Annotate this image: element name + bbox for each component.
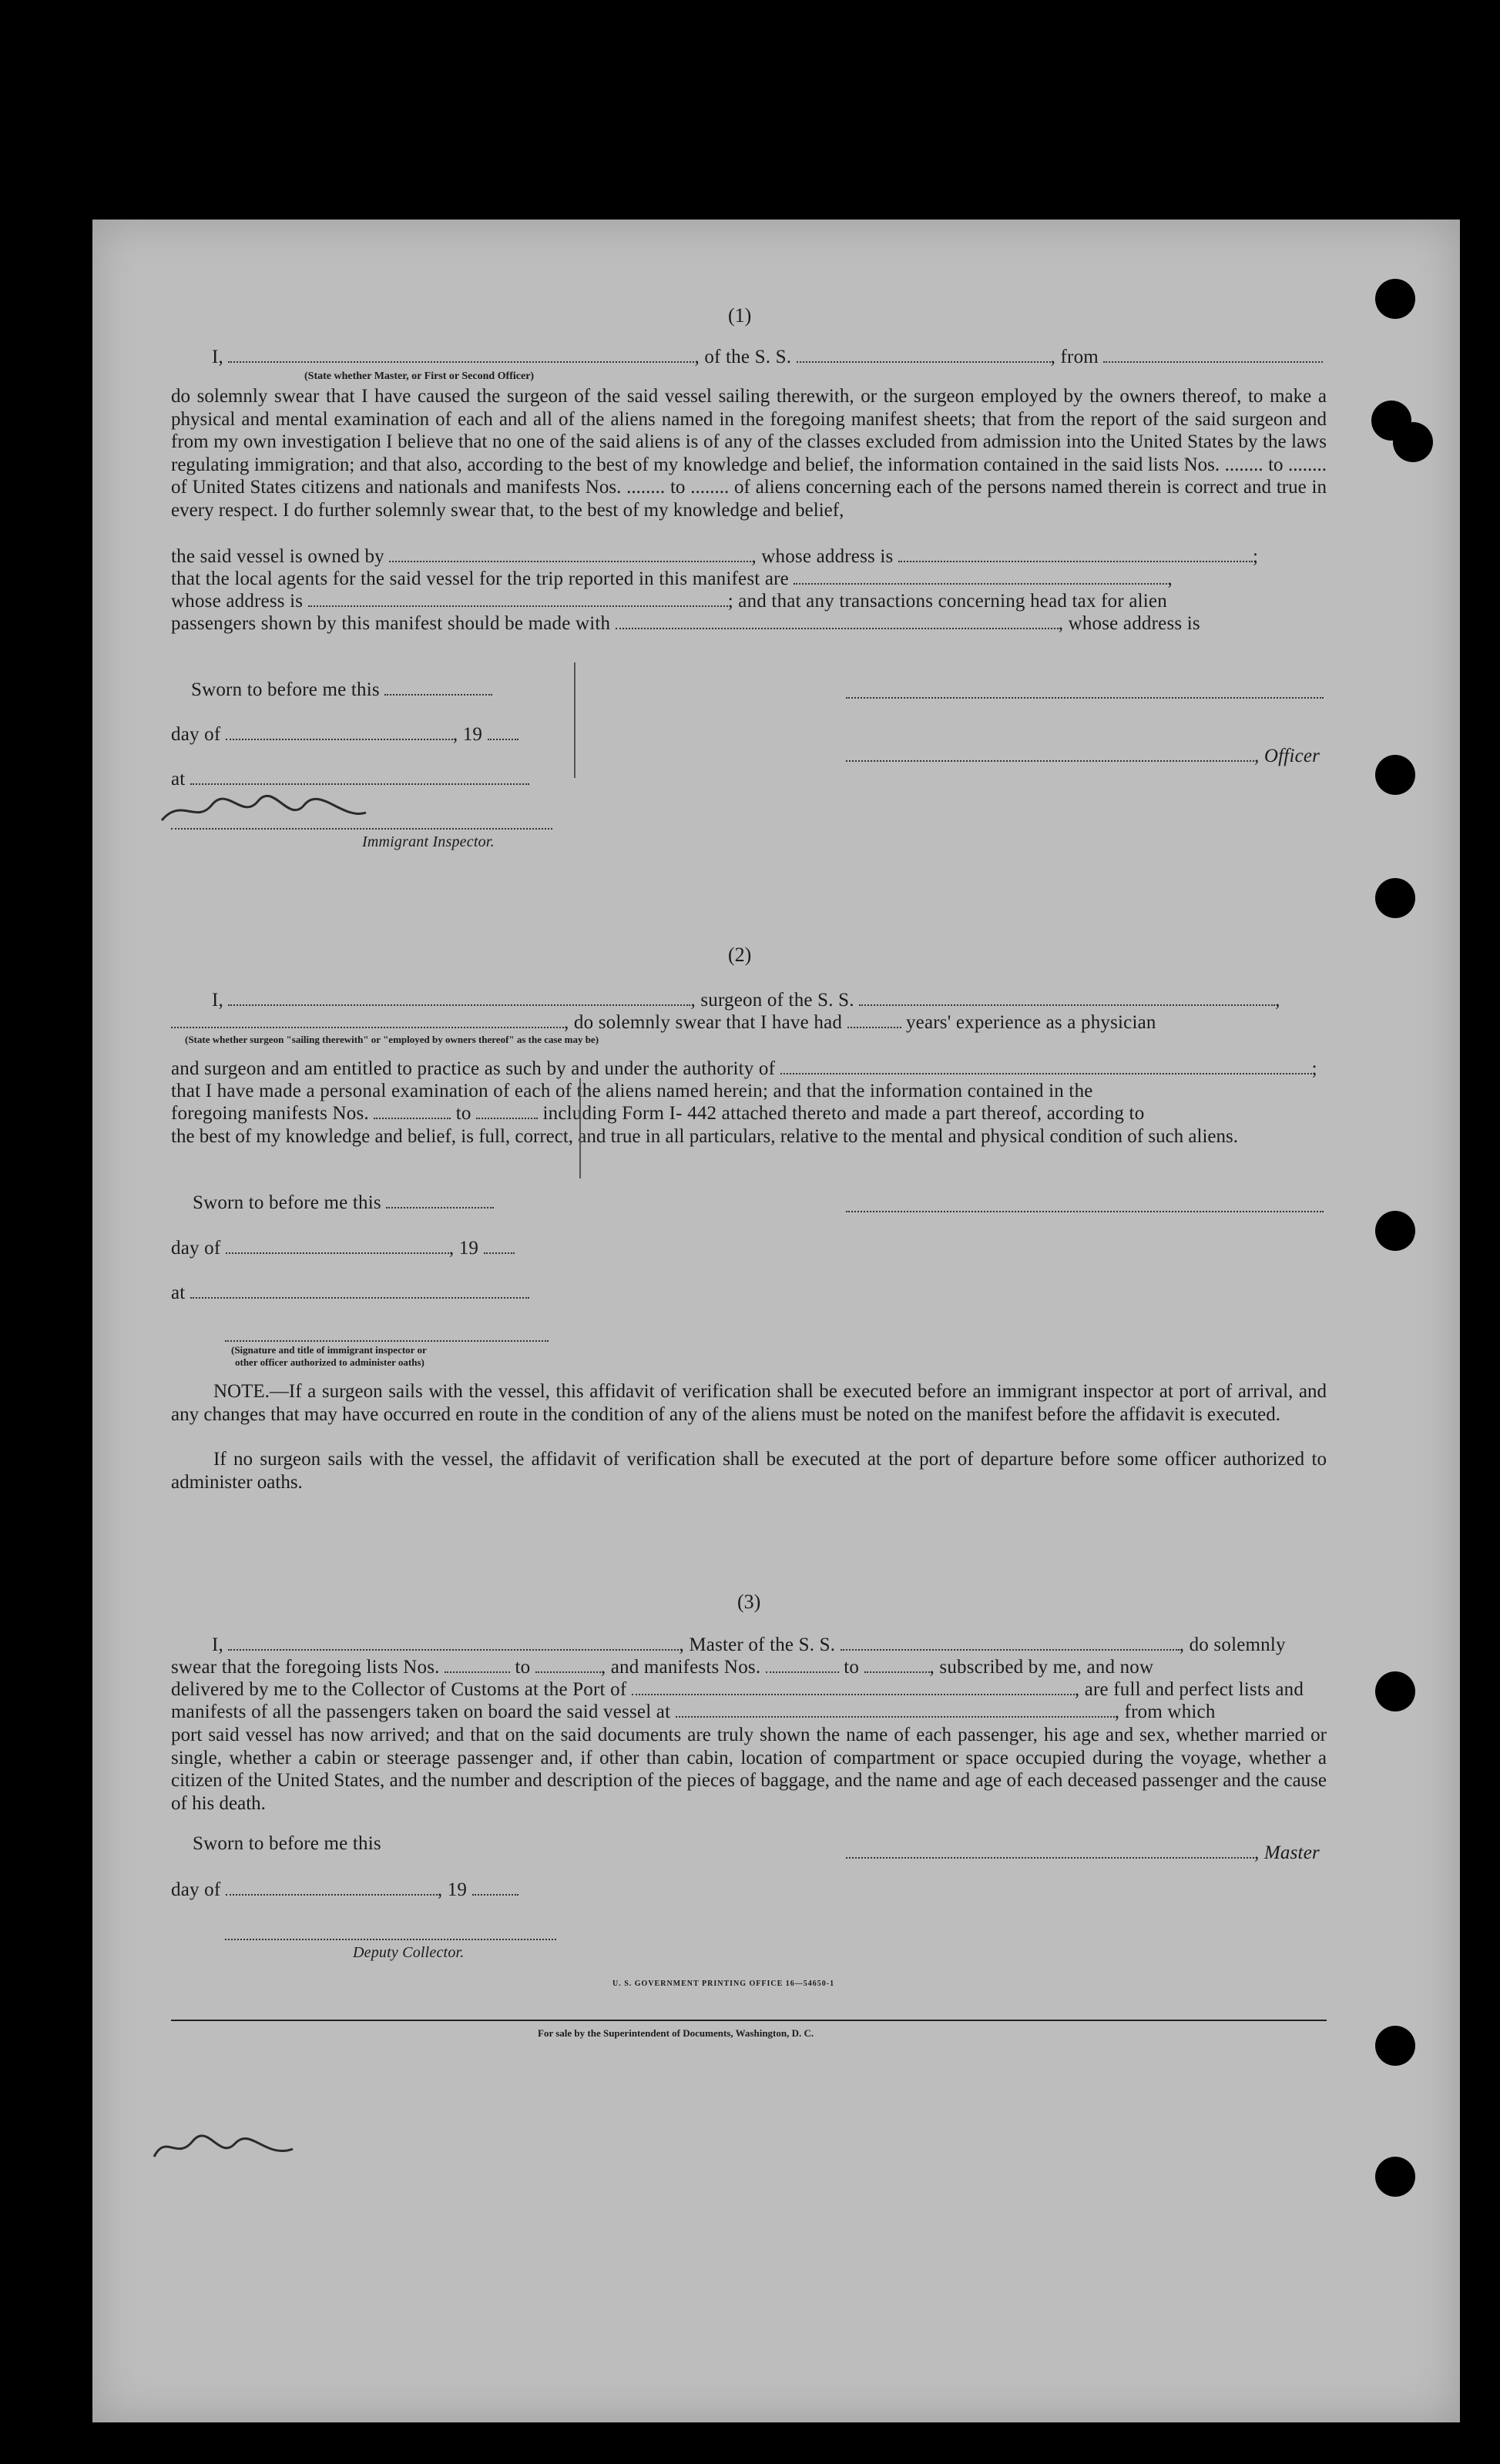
section-1-first-line [212, 347, 1323, 368]
section-2-sworn: Sworn to before me this [193, 1192, 494, 1214]
section-1-from: , from [1050, 347, 1099, 367]
section-2-surgeon-note: (State whether surgeon "sailing therewith" or "employed by owners thereof" as the case may be) [185, 1034, 599, 1045]
section-2-at: at [171, 1282, 529, 1304]
section-2-inspector-line [225, 1340, 549, 1342]
punch-hole [1375, 279, 1415, 319]
section-1-i: I, [212, 347, 223, 367]
handwritten-initials [150, 2130, 297, 2168]
section-2-day-of: day of , 19 [171, 1238, 515, 1259]
section-1-rank-note: (State whether Master, or First or Second Officer) [304, 370, 535, 382]
punch-hole [1393, 422, 1433, 462]
section-2-line-c: foregoing manifests Nos. to including Form I- 442 attached thereto and made a part thereof, according to [171, 1103, 1145, 1124]
section-1-passengers-line: passengers shown by this manifest should be made with , whose address is [171, 613, 1200, 634]
section-1-head-tax-line: whose address is ; and that any transactions concerning head tax for alien [171, 591, 1167, 612]
punch-hole [1375, 1671, 1415, 1711]
section-2-note: NOTE.—If a surgeon sails with the vessel, this affidavit of verification shall be executed before an immigrant inspector at port of arrival, and any changes that may have occurred en route in the condition of any of the aliens must be noted on the manifest before the affidavit is executed. [171, 1381, 1327, 1425]
section-1-owned-by-line: the said vessel is owned by , whose address is ; [171, 546, 1259, 567]
section-3-deputy-line [225, 1939, 556, 1940]
section-1-at: at [171, 769, 529, 790]
section-1-number: (1) [728, 304, 752, 327]
section-3-first-line: I, , Master of the S. S. , do solemnly [212, 1634, 1286, 1655]
section-1-day-of: day of , 19 [171, 724, 518, 746]
section-3-master-line: , Master [846, 1842, 1320, 1864]
punch-hole [1375, 755, 1415, 795]
section-2-line-d: the best of my knowledge and belief, is full, correct, and true in all particulars, relative to the mental and physical condition of such aliens. [171, 1126, 1238, 1147]
section-1-sworn: Sworn to before me this [191, 679, 492, 701]
section-2-sig-note-2: other officer authorized to administer oaths) [235, 1356, 424, 1368]
punch-hole [1375, 878, 1415, 918]
section-2-surgeon-signature-line [846, 1211, 1324, 1212]
section-1-local-agents-line: that the local agents for the said vessel for the trip reported in this manifest are , [171, 568, 1173, 589]
footer-rule [171, 2020, 1327, 2021]
section-2-sig-note-1: (Signature and title of immigrant inspector or [231, 1344, 427, 1356]
section-2-note-2: If no surgeon sails with the vessel, the affidavit of verification shall be executed at the port of departure before some officer authorized to administer oaths. [171, 1449, 1327, 1493]
section-1-signature-line [846, 697, 1324, 699]
section-2-second-line: , do solemnly swear that I have had years' experience as a physician [171, 1012, 1156, 1034]
for-sale-note: For sale by the Superintendent of Documents, Washington, D. C. [538, 2027, 814, 2039]
section-2-line-b: that I have made a personal examination of each of the aliens named herein; and that the information contained in the [171, 1081, 1093, 1101]
inspector-signature [158, 789, 374, 836]
section-1-of-ss: , of the S. S. [694, 347, 792, 367]
section-3-deputy-label: Deputy Collector. [353, 1944, 465, 1961]
section-1-paragraph: do solemnly swear that I have caused the surgeon of the said vessel sailing therewith, or the surgeon employed by the owners thereof, to make a physical and mental examination of each and all of the aliens named in the foregoing manifest sheets; that from the report of the said surgeon and from my own investigation I believe that no one of the said aliens is of any of the classes excluded from admission into the United States by the laws regulating immigration; and that also, according to the best of my knowledge and belief, the information contained in the said lists Nos. ........ to ........ of United States citizens and nationals and manifests Nos. ........ to ........ of aliens concerning each of the persons named therein is correct and true in every respect. I do further solemnly swear that, to the best of my knowledge and belief, [171, 386, 1327, 521]
bracket-divider [579, 1078, 582, 1178]
section-3-sworn: Sworn to before me this [193, 1833, 381, 1854]
punch-hole [1375, 2026, 1415, 2066]
section-3-day-of: day of , 19 [171, 1879, 518, 1901]
section-3-number: (3) [737, 1591, 761, 1613]
section-3-paragraph: port said vessel has now arrived; and that on the said documents are truly shown the name of each passenger, his age and sex, whether married or single, whether a cabin or steerage passenger and, if other than cabin, location of compartment or space occupied during the voyage, whether a citizen of the United States, and the number and description of the pieces of baggage, and the name and age of each deceased passenger and the cause of his death. [171, 1725, 1327, 1814]
section-1-officer-line: , Officer [846, 746, 1320, 767]
punch-hole [1375, 1211, 1415, 1251]
section-3-second-line: swear that the foregoing lists Nos. to , and manifests Nos. to , subscribed by me, and now [171, 1657, 1154, 1678]
bracket-divider [574, 662, 577, 778]
printing-office-note: U. S. GOVERNMENT PRINTING OFFICE 16—54650-1 [612, 1980, 835, 1988]
section-3-third-line: delivered by me to the Collector of Customs at the Port of , are full and perfect lists and [171, 1679, 1304, 1700]
section-3-fourth-line: manifests of all the passengers taken on board the said vessel at , from which [171, 1701, 1216, 1722]
section-2-number: (2) [728, 944, 752, 966]
punch-hole [1375, 2157, 1415, 2197]
section-2-first-line: I, , surgeon of the S. S. , [212, 990, 1280, 1011]
section-1-inspector-label: Immigrant Inspector. [362, 833, 495, 850]
section-2-line-a: and surgeon and am entitled to practice as such by and under the authority of ; [171, 1058, 1317, 1079]
